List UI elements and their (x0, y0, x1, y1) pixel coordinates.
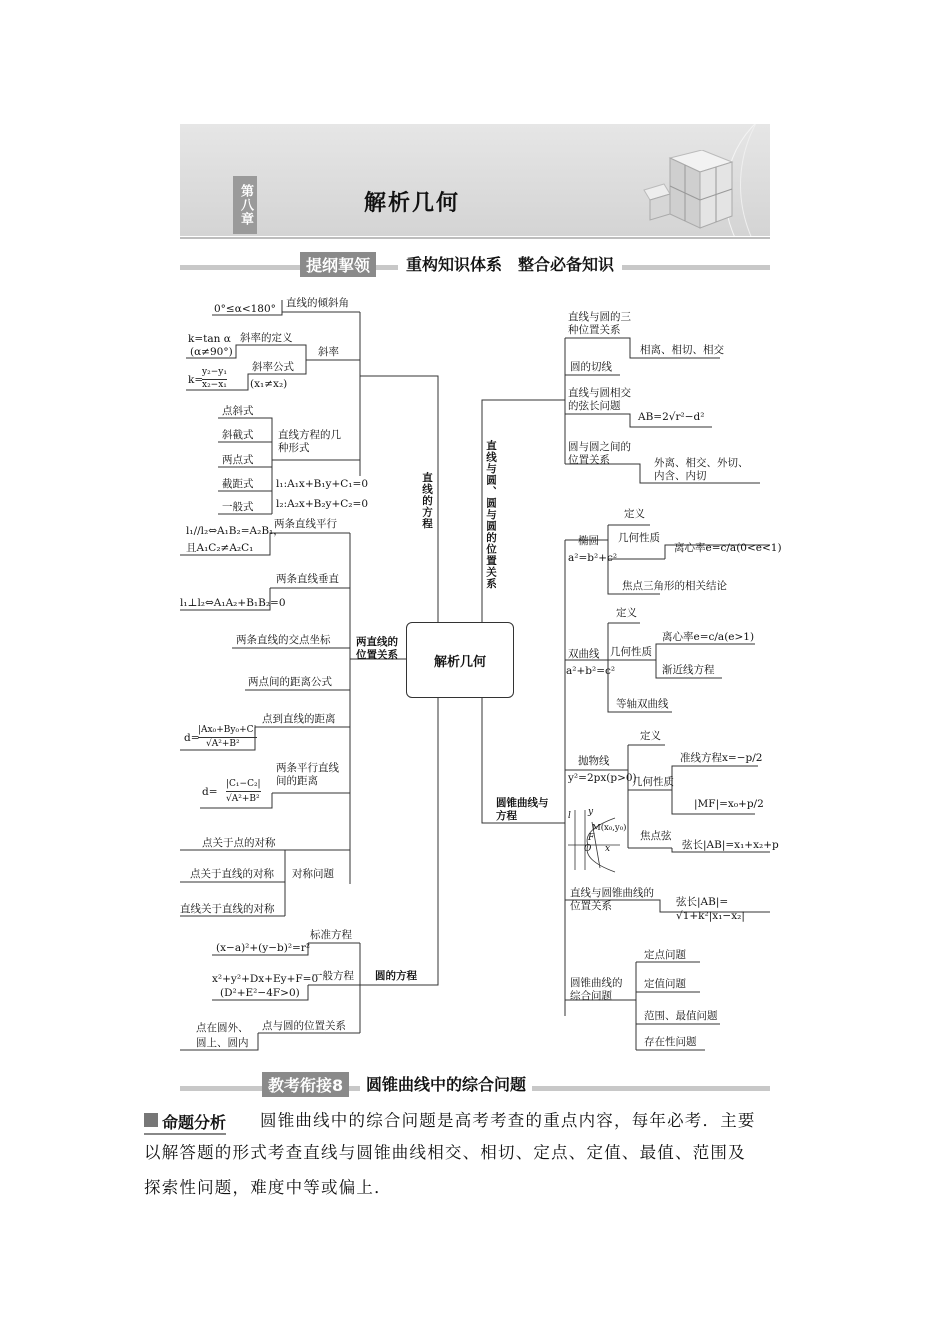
center-node: 解析几何 (406, 622, 514, 698)
circle-circle-values-2: 内含、内切 (654, 470, 707, 482)
standard-equation-formula: (x−a)²+(y−b)²=r² (216, 942, 311, 954)
parallel-line-distance: 两条平行直线间的距离 (276, 762, 339, 787)
branch-two-lines: 两直线的位置关系 (356, 636, 398, 661)
parallel-condition-2: 且A₁C₂≠A₂C₁ (186, 542, 254, 554)
line-conic-chord-1: 弦长|AB|= (676, 896, 729, 908)
figure-label-m: M(x₀,y₀) (592, 823, 627, 833)
parallel-distance-lhs: d= (202, 786, 218, 798)
equilateral-hyperbola: 等轴双曲线 (616, 698, 669, 710)
figure-label-o: O (584, 844, 592, 854)
fixed-point-problem: 定点问题 (644, 949, 686, 961)
form-general: 一般式 (222, 501, 254, 513)
analysis-label-text: 命题分析 (162, 1113, 227, 1132)
slope-definition-condition: (α≠90°) (190, 346, 233, 358)
parallel-distance-numerator: |C₁−C₂| (226, 778, 261, 792)
branch-line-equation: 直线的方程 (421, 472, 433, 530)
parabola-focal-radius: |MF|=x₀+p/2 (694, 798, 764, 810)
fixed-value-problem: 定值问题 (644, 978, 686, 990)
chord-length-problem: 直线与圆相交的弦长问题 (568, 387, 631, 412)
general-equation-formula: x²+y²+Dx+Ey+F=0 (212, 973, 319, 985)
parallel-lines: 两条直线平行 (274, 518, 337, 530)
slope-formula-condition: (x₁≠x₂) (250, 378, 288, 390)
point-line-distance-lhs: d= (184, 732, 200, 744)
general-equation-condition: (D²+E²−4F>0) (220, 987, 300, 999)
section-heading: 重构知识体系 整合必备知识 (398, 252, 622, 275)
hyperbola-eccentricity: 离心率e=c/a(e>1) (662, 631, 755, 643)
chord-length-formula: AB=2√r²−d² (638, 411, 705, 423)
slope-formula-numerator: y₂−y₁ (202, 366, 227, 380)
parallel-distance-denominator: √A²+B² (226, 794, 260, 804)
analysis-line-2: 以解答题的形式考查直线与圆锥曲线相交、相切、定点、定值、最值、范围及 (144, 1143, 746, 1162)
figure-label-l: l (568, 811, 571, 821)
branch-circle-equation: 圆的方程 (375, 970, 417, 982)
parabola-definition: 定义 (640, 730, 661, 742)
ellipse-relation: a²=b²+c² (568, 552, 618, 564)
square-icon (144, 1113, 158, 1127)
symmetry-problems: 对称问题 (292, 868, 334, 880)
figure-label-x: x (605, 844, 611, 854)
hyperbola-relation: a²+b²=c² (566, 665, 616, 677)
form-intercept: 截距式 (222, 478, 254, 490)
slope-formula-denominator: x₂−x₁ (202, 380, 227, 390)
slope: 斜率 (318, 346, 339, 358)
ellipse-eccentricity: 离心率e=c/a(0<e<1) (674, 542, 782, 554)
line-conic-chord-2: √1+k²|x₁−x₂| (676, 910, 745, 922)
symmetry-point-point: 点关于点的对称 (202, 837, 276, 849)
ellipse-geometry: 几何性质 (618, 532, 660, 544)
ellipse-definition: 定义 (624, 508, 645, 520)
symmetry-point-line: 点关于直线的对称 (190, 868, 274, 880)
analysis-line-3: 探索性问题，难度中等或偏上． (144, 1178, 392, 1197)
section-heading: 圆锥曲线中的综合问题 (360, 1072, 532, 1095)
ellipse: 椭圆 (578, 535, 599, 547)
circle-circle-values-1: 外离、相交、外切、 (654, 457, 749, 469)
hyperbola-definition: 定义 (616, 607, 637, 619)
inclination-range: 0°≤α<180° (214, 303, 276, 315)
point-line-distance-denominator: √A²+B² (206, 739, 240, 749)
parallel-condition-1: l₁//l₂⇔A₁B₂=A₂B₁， (186, 525, 284, 537)
slope-definition: 斜率的定义 (240, 332, 293, 344)
branch-conic: 圆锥曲线与方程 (496, 797, 549, 822)
analysis-line-1: 圆锥曲线中的综合问题是高考考查的重点内容，每年必考．主要 (260, 1111, 756, 1130)
circle-tangent: 圆的切线 (570, 361, 612, 373)
focal-chord-length: 弦长|AB|=x₁+x₂+p (682, 839, 779, 851)
line-conic-relation: 直线与圆锥曲线的位置关系 (570, 887, 654, 912)
general-equation: 一般方程 (312, 970, 354, 982)
existence-problem: 存在性问题 (644, 1036, 697, 1048)
hyperbola-geometry: 几何性质 (610, 646, 652, 658)
two-point-distance: 两点间的距离公式 (248, 676, 332, 688)
parabola-equation: y²=2px(p>0) (568, 772, 637, 784)
form-two-point: 两点式 (222, 454, 254, 466)
conic-comprehensive: 圆锥曲线的综合问题 (570, 977, 623, 1002)
line-l1: l₁:A₁x+B₁y+C₁=0 (276, 478, 368, 490)
standard-equation: 标准方程 (310, 929, 352, 941)
line-equation-forms: 直线方程的几种形式 (278, 429, 341, 454)
slope-formula-label: 斜率公式 (252, 361, 294, 373)
form-point-slope: 点斜式 (222, 405, 254, 417)
perpendicular-condition: l₁⊥l₂⇔A₁A₂+B₁B₂=0 (180, 597, 286, 609)
line-circle-relation-values: 相离、相切、相交 (640, 344, 724, 356)
slope-definition-formula: k=tan α (188, 333, 231, 345)
parabola-geometry: 几何性质 (632, 776, 674, 788)
chapter-title: 解析几何 (364, 191, 461, 216)
hyperbola-asymptote: 渐近线方程 (662, 664, 715, 676)
line-circle-three-relations: 直线与圆的三种位置关系 (568, 311, 631, 336)
point-line-distance: 点到直线的距离 (262, 713, 336, 725)
focal-chord: 焦点弦 (640, 830, 672, 842)
section-badge: 教考衔接8 (262, 1072, 349, 1097)
hyperbola: 双曲线 (568, 648, 600, 660)
point-position-2: 圆上、圆内 (196, 1037, 249, 1049)
range-extremum-problem: 范围、最值问题 (644, 1010, 718, 1022)
point-position-1: 点在圆外、 (196, 1022, 249, 1034)
symmetry-line-line: 直线关于直线的对称 (180, 903, 275, 915)
inclination-angle: 直线的倾斜角 (286, 297, 349, 309)
point-line-distance-numerator: |Ax₀+By₀+C| (198, 724, 257, 738)
branch-line-circle: 直线与圆、圆与圆的位置关系 (485, 440, 497, 590)
chapter-tag: 第八章 (233, 176, 257, 234)
form-slope-intercept: 斜截式 (222, 429, 254, 441)
ellipse-focal-triangle: 焦点三角形的相关结论 (622, 580, 727, 592)
parabola-directrix: 准线方程x=−p/2 (680, 752, 763, 764)
analysis-label (144, 1110, 226, 1135)
parabola: 抛物线 (578, 755, 610, 767)
section-badge: 提纲挈领 (300, 252, 376, 277)
intersection-point: 两条直线的交点坐标 (236, 634, 331, 646)
circle-circle-relation: 圆与圆之间的位置关系 (568, 441, 631, 466)
point-circle-relation: 点与圆的位置关系 (262, 1020, 346, 1032)
slope-formula-k: k= (188, 374, 204, 386)
figure-label-y: y (588, 807, 594, 817)
figure-label-f: F (588, 833, 595, 843)
perpendicular-lines: 两条直线垂直 (276, 573, 339, 585)
line-l2: l₂:A₂x+B₂y+C₂=0 (276, 498, 368, 510)
